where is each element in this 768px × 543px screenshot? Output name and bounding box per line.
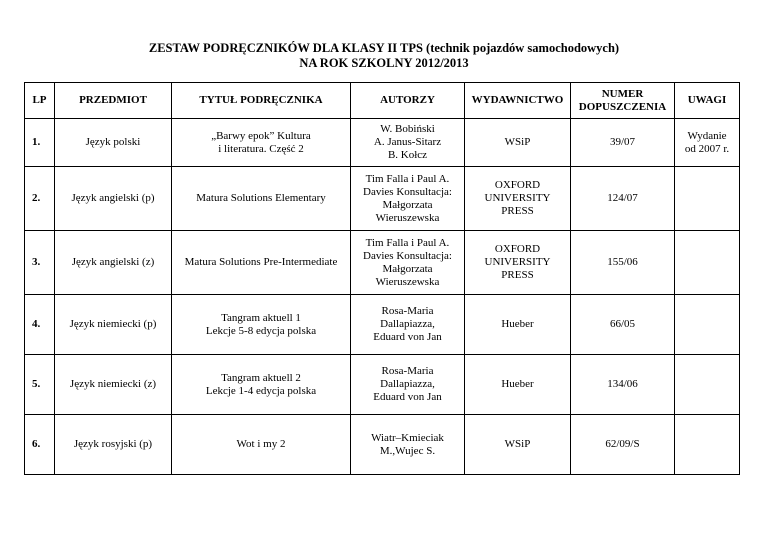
header-row <box>25 83 740 119</box>
cell-book-title: Matura Solutions Pre-Intermediate <box>172 231 351 295</box>
cell-lp: 5. <box>25 355 55 415</box>
cell-book-title: Wot i my 2 <box>172 415 351 475</box>
cell-notes <box>675 231 740 295</box>
cell-lp: 6. <box>25 415 55 475</box>
cell-notes <box>675 355 740 415</box>
cell-book-title: „Barwy epok” Kultura i literatura. Część 2 <box>172 119 351 167</box>
cell-approval-number: 66/05 <box>571 295 675 355</box>
title-line-2: NA ROK SZKOLNY 2012/2013 <box>299 56 469 70</box>
document-title <box>0 41 768 71</box>
table-row <box>25 295 740 355</box>
header-authors: AUTORZY <box>351 83 465 119</box>
cell-authors: W. Bobiński A. Janus-Sitarz B. Kołcz <box>351 119 465 167</box>
table-row <box>25 167 740 231</box>
cell-notes: Wydanie od 2007 r. <box>675 119 740 167</box>
cell-notes <box>675 167 740 231</box>
header-notes: UWAGI <box>675 83 740 119</box>
cell-approval-number: 134/06 <box>571 355 675 415</box>
cell-authors: Rosa-Maria Dallapiazza, Eduard von Jan <box>351 295 465 355</box>
title-line-1: ZESTAW PODRĘCZNIKÓW DLA KLASY II TPS (technik pojazdów samochodowych) <box>148 41 620 55</box>
cell-subject: Język niemiecki (z) <box>55 355 172 415</box>
header-subject: PRZEDMIOT <box>55 83 172 119</box>
cell-publisher: OXFORD UNIVERSITY PRESS <box>465 167 571 231</box>
cell-lp: 4. <box>25 295 55 355</box>
header-publisher: WYDAWNICTWO <box>465 83 571 119</box>
cell-book-title: Matura Solutions Elementary <box>172 167 351 231</box>
cell-approval-number: 124/07 <box>571 167 675 231</box>
textbook-table <box>24 82 740 475</box>
cell-lp: 3. <box>25 231 55 295</box>
table-row <box>25 231 740 295</box>
cell-book-title: Tangram aktuell 2 Lekcje 1-4 edycja polska <box>172 355 351 415</box>
cell-authors: Rosa-Maria Dallapiazza, Eduard von Jan <box>351 355 465 415</box>
table-row <box>25 355 740 415</box>
header-lp: LP <box>25 83 55 119</box>
cell-authors: Wiatr–Kmieciak M.,Wujec S. <box>351 415 465 475</box>
cell-publisher: WSiP <box>465 119 571 167</box>
header-approval-number: NUMER DOPUSZCZENIA <box>571 83 675 119</box>
cell-lp: 2. <box>25 167 55 231</box>
cell-authors: Tim Falla i Paul A. Davies Konsultacja: Małgorzata Wieruszewska <box>351 167 465 231</box>
cell-publisher: Hueber <box>465 355 571 415</box>
cell-approval-number: 62/09/S <box>571 415 675 475</box>
header-book-title: TYTUŁ PODRĘCZNIKA <box>172 83 351 119</box>
cell-subject: Język rosyjski (p) <box>55 415 172 475</box>
table-row <box>25 415 740 475</box>
cell-subject: Język angielski (p) <box>55 167 172 231</box>
cell-authors: Tim Falla i Paul A. Davies Konsultacja: Małgorzata Wieruszewska <box>351 231 465 295</box>
cell-approval-number: 39/07 <box>571 119 675 167</box>
cell-publisher: Hueber <box>465 295 571 355</box>
cell-subject: Język polski <box>55 119 172 167</box>
cell-publisher: OXFORD UNIVERSITY PRESS <box>465 231 571 295</box>
cell-notes <box>675 415 740 475</box>
cell-lp: 1. <box>25 119 55 167</box>
cell-publisher: WSiP <box>465 415 571 475</box>
table-row <box>25 119 740 167</box>
cell-notes <box>675 295 740 355</box>
cell-book-title: Tangram aktuell 1 Lekcje 5-8 edycja polska <box>172 295 351 355</box>
cell-approval-number: 155/06 <box>571 231 675 295</box>
cell-subject: Język angielski (z) <box>55 231 172 295</box>
cell-subject: Język niemiecki (p) <box>55 295 172 355</box>
